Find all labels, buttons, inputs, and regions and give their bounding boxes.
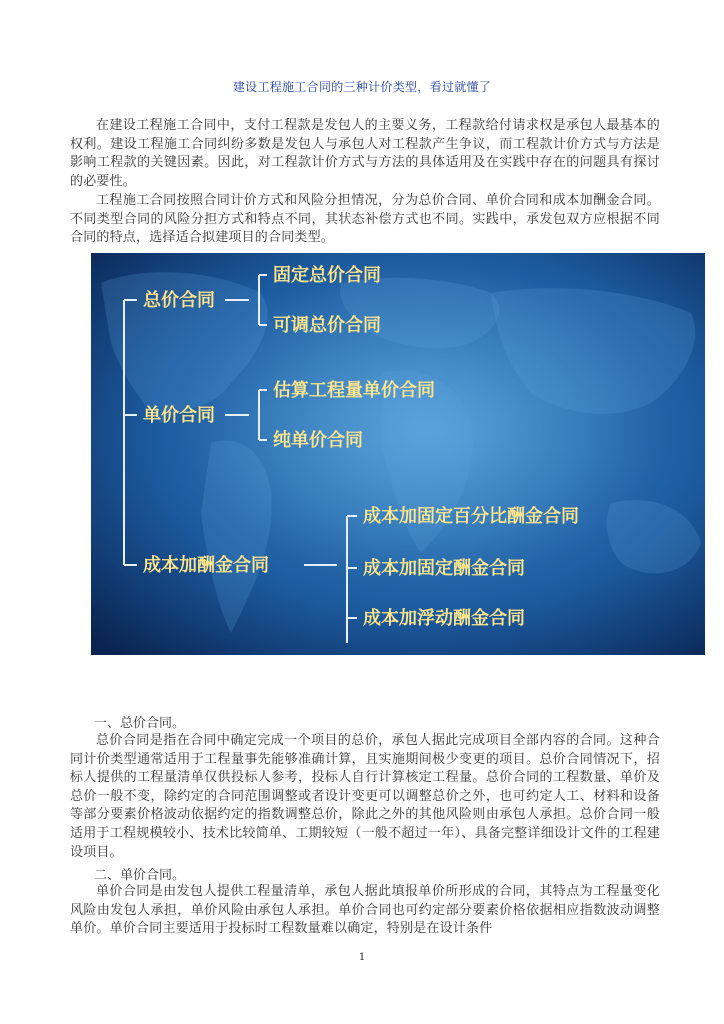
item-label-fixed-lump-sum: 固定总价合同 — [273, 265, 381, 286]
intro-paragraph-1: 在建设工程施工合同中，支付工程款是发包人的主要义务，工程款给付请求权是承包人最基本的权利。建设工程施工合同纠纷多数是发包人与承包人对工程款产生争议，而工程款计价方式与方法是影响工程款的关键因素。因此，对工程款计价方式与方法的具体适用及在实践中存在的问题具有探讨的必要性。 — [70, 118, 660, 189]
section-2-body: 单价合同是由发包人提供工程量清单，承包人据此填报单价所形成的合同，其特点为工程量变化风险由发包人承担，单价风险由承包人承担。单价合同也可约定部分要素价格依据相应指数波动调整单价。单价合同主要适用于投标时工程数量难以确定，特别是在设计条件 — [70, 884, 660, 937]
group-label-lump-sum: 总价合同 — [143, 290, 215, 311]
section-2-heading: 二、单价合同。 — [94, 868, 186, 883]
intro-paragraph-2: 工程施工合同按照合同计价方式和风险分担情况，分为总价合同、单价合同和成本加酬金合同。不同类型合同的风险分担方式和特点不同，其状态补偿方式也不同。实践中，承发包双方应根据不同合同的特点，选择适合拟建项目的合同类型。 — [70, 193, 660, 246]
group-label-cost-plus: 成本加酬金合同 — [143, 555, 269, 576]
item-label-cost-plus-fixed-percentage: 成本加固定百分比酬金合同 — [363, 506, 579, 527]
item-label-adjustable-lump-sum: 可调总价合同 — [273, 315, 381, 336]
item-label-cost-plus-fixed-fee: 成本加固定酬金合同 — [363, 558, 525, 579]
item-label-pure-unit-price: 纯单价合同 — [273, 430, 363, 451]
item-label-cost-plus-floating-fee: 成本加浮动酬金合同 — [363, 608, 525, 629]
page-title: 建设工程施工合同的三种计价类型，看过就懂了 — [232, 80, 492, 94]
page-number: 1 — [358, 952, 366, 963]
section-1-body: 总价合同是指在合同中确定完成一个项目的总价，承包人据此完成项目全部内容的合同。这种合同计价类型通常适用于工程量事先能够准确计算，且实施期间极少变更的项目。总价合同情况下，招标人提供的工程量清单仅供投标人参考，投标人自行计算核定工程量。总价合同的工程数量、单价及总价一般不变，除约定的合同范围调整或者设计变更可以调整总价之外，也可约定人工、材料和设备等部分要素价格波动依据约定的指数调整总价，除此之外的其他风险则由承包人承担。总价合同一般适用于工程规模较小、技术比较简单、工期较短（一般不超过一年）、具备完整详细设计文件的工程建设项目。 — [70, 733, 660, 860]
contract-types-diagram — [91, 253, 705, 655]
item-label-estimated-quantity-unit-price: 估算工程量单价合同 — [273, 380, 435, 401]
group-label-unit-price: 单价合同 — [143, 405, 215, 426]
section-1-heading: 一、总价合同。 — [94, 716, 186, 731]
